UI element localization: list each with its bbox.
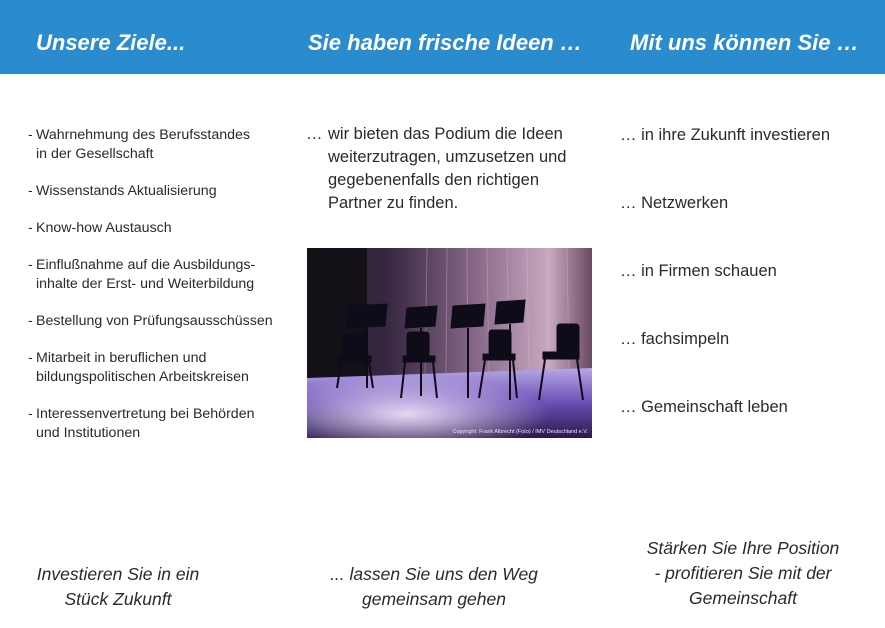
together-tagline: ... lassen Sie uns den Weg gemeinsam gehen <box>330 564 538 609</box>
list-item: - Einflußnahme auf die Ausbildungs- inhalte der Erst- und Weiterbildung <box>28 257 256 292</box>
list-item: - Wissenstands Aktualisierung <box>28 183 217 199</box>
list-item: - Interessenvertretung bei Behörden und Institutionen <box>28 406 255 441</box>
list-item: - Know-how Austausch <box>28 220 172 236</box>
list-item: - Bestellung von Prüfungsausschüssen <box>28 313 273 329</box>
ideas-heading: Sie haben frische Ideen … <box>308 30 582 55</box>
list-item: … fachsimpeln <box>620 330 730 348</box>
list-item: … in ihre Zukunft investieren <box>620 126 831 144</box>
header-bar <box>0 0 885 74</box>
list-item: - Wahrnehmung des Berufsstandes in der Gesellschaft <box>28 127 250 162</box>
goals-list <box>28 126 298 461</box>
community-tagline: Stärken Sie Ihre Position - profitieren Sie mit der Gemeinschaft <box>646 538 840 608</box>
ideas-text <box>306 123 596 215</box>
ideas-ellipsis: … <box>306 125 323 143</box>
ideas-line: weiterzutragen, umzusetzen und <box>328 148 567 166</box>
goals-heading: Unsere Ziele... <box>36 30 186 55</box>
list-item: … Gemeinschaft leben <box>620 398 788 416</box>
list-item: … in Firmen schauen <box>620 262 777 280</box>
stage-photo <box>307 248 592 438</box>
benefits-heading: Mit uns können Sie … <box>630 30 859 55</box>
ideas-line: wir bieten das Podium die Ideen <box>328 125 563 143</box>
photo-credit: Copyright: Frank Albrecht (Foto) / IMV Deutschland e.V. <box>452 429 588 435</box>
list-item: … Netzwerken <box>620 194 729 212</box>
list-item: - Mitarbeit in beruflichen und bildungspolitischen Arbeitskreisen <box>28 350 249 385</box>
invest-tagline: Investieren Sie in ein Stück Zukunft <box>36 564 200 609</box>
benefits-list <box>620 124 830 464</box>
ideas-line: gegebenenfalls den richtigen <box>328 171 539 189</box>
ideas-line: Partner zu finden. <box>328 194 459 212</box>
